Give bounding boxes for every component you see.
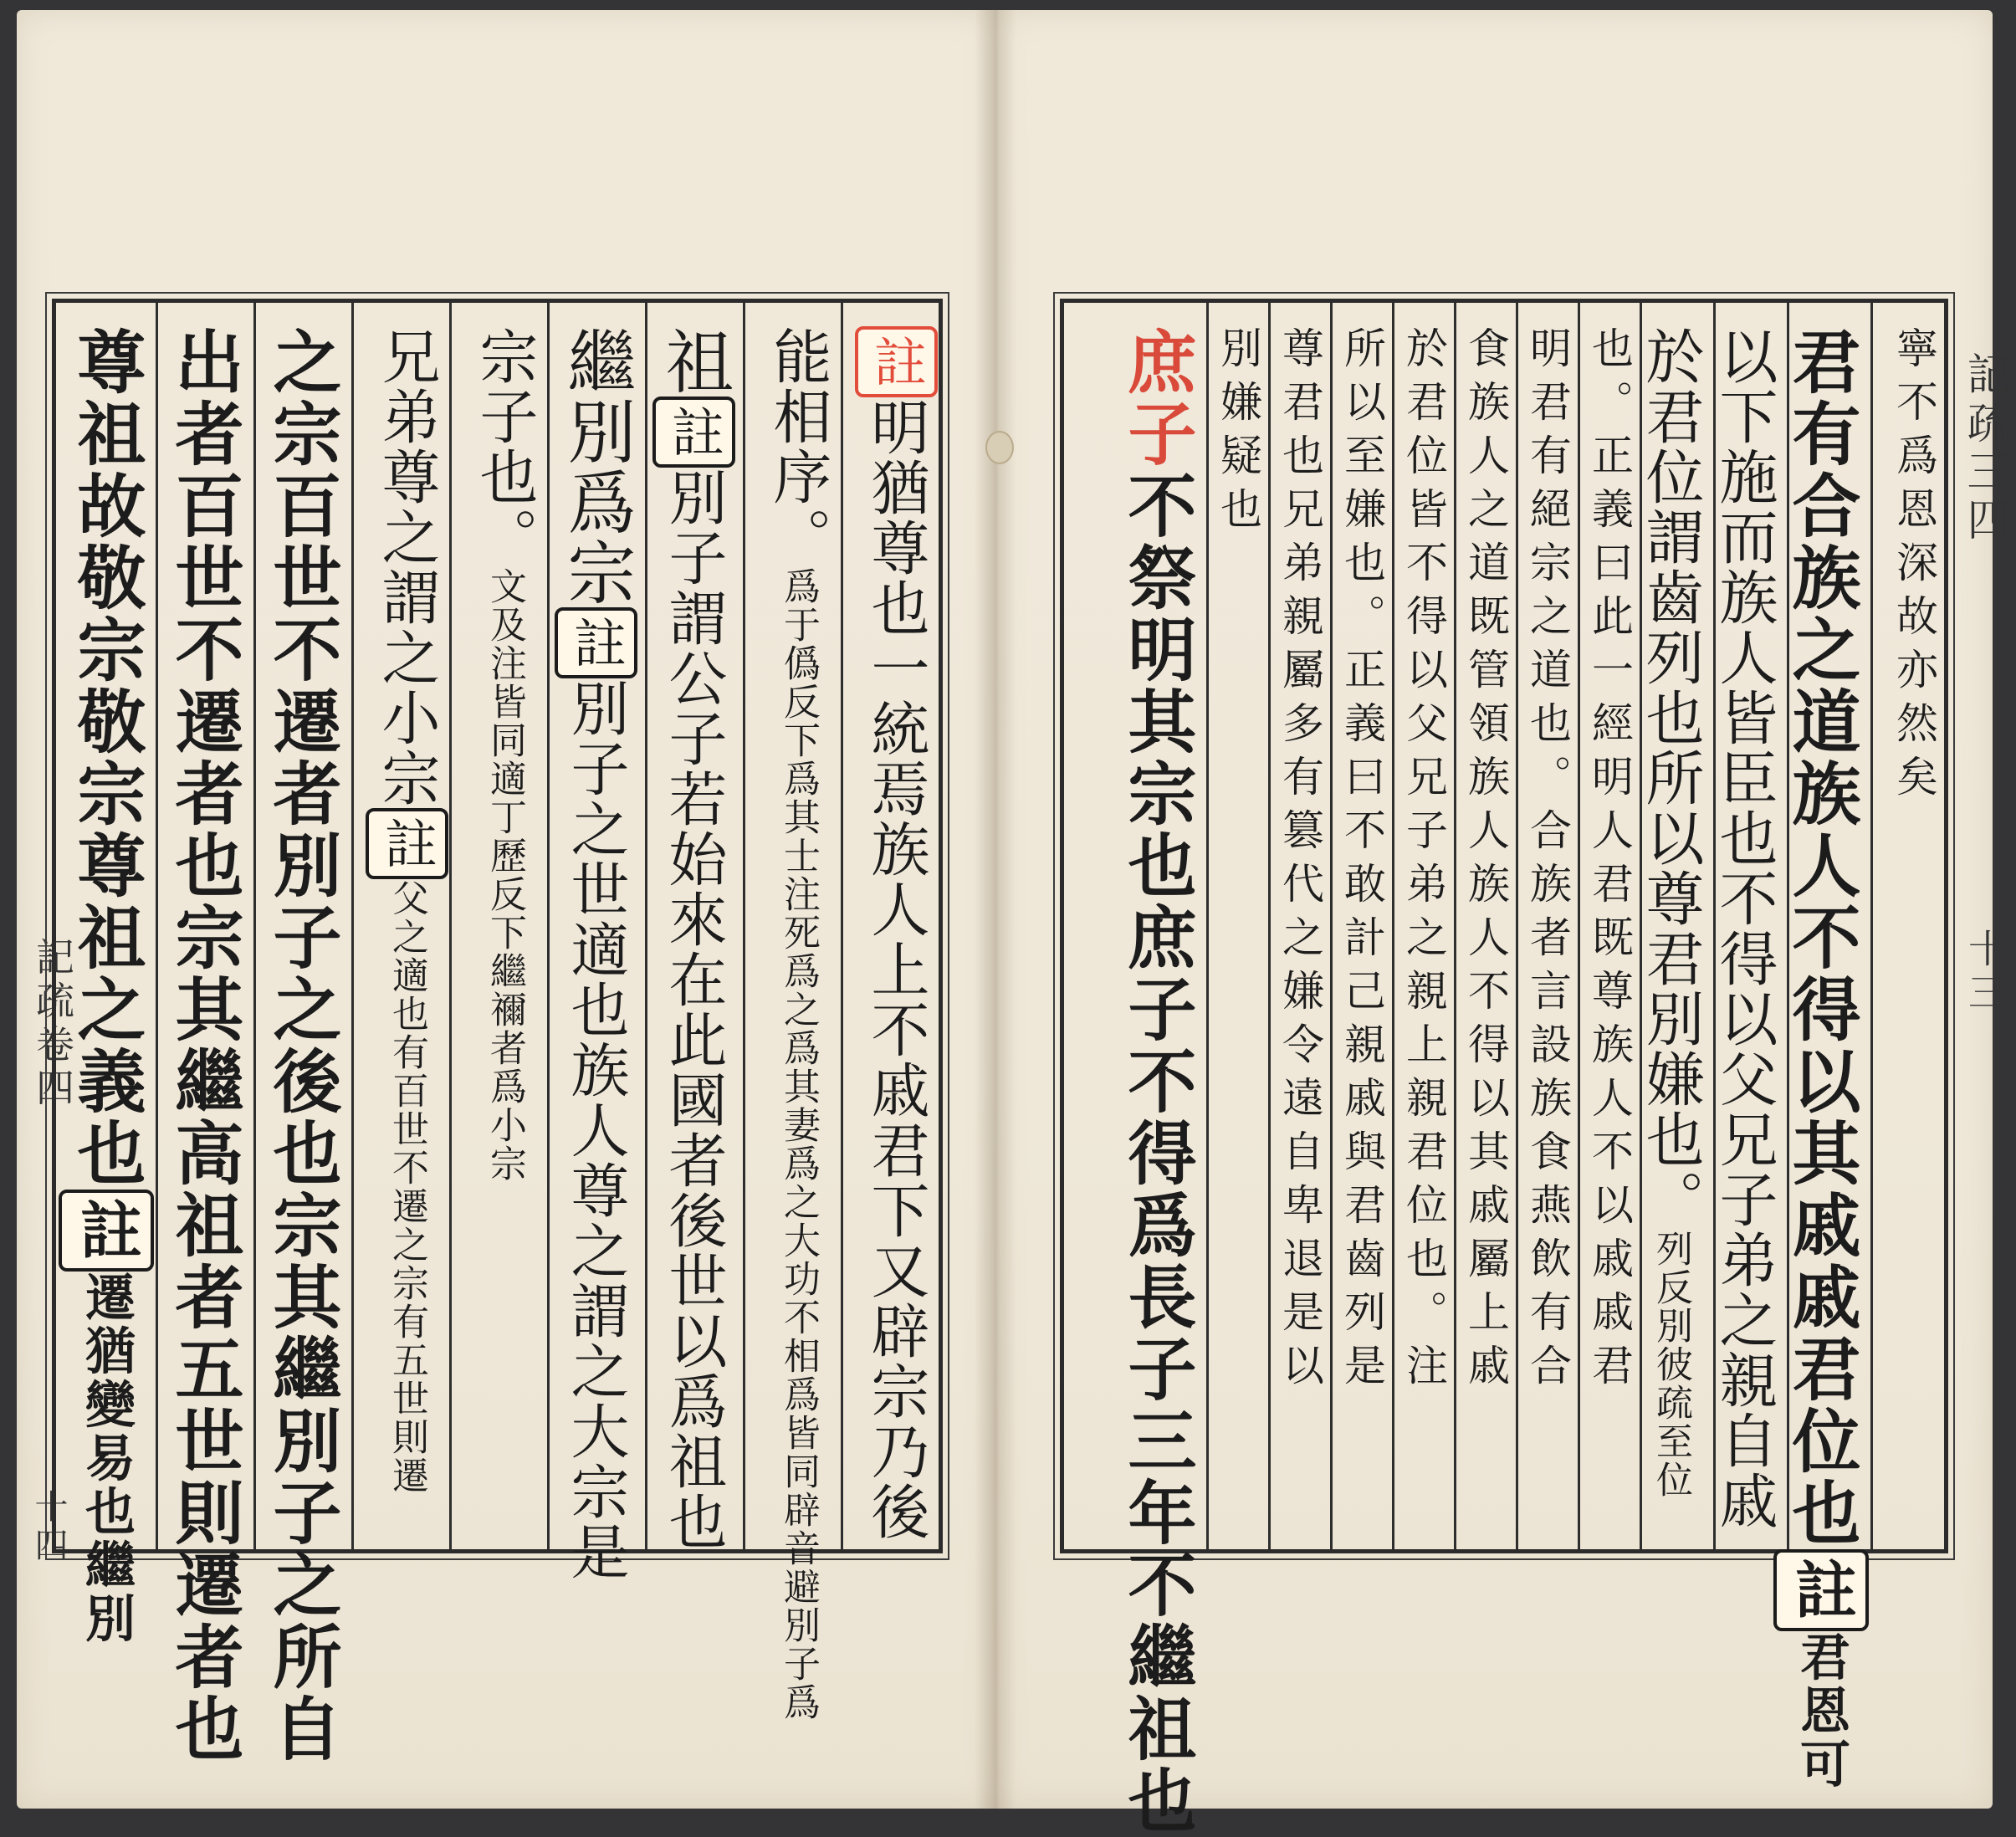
column-text: 別嫌疑也 xyxy=(1214,326,1262,540)
column-text: 所以至嫌也。 xyxy=(1338,326,1386,647)
column-text: 尊祖故敬宗敬宗尊祖之義也 xyxy=(66,326,146,1190)
text-column xyxy=(1636,303,1713,1549)
column-text: 宗子也。 xyxy=(470,326,539,567)
column-text: 能相序。 xyxy=(764,326,832,567)
text-column xyxy=(1516,303,1578,1549)
book-gutter xyxy=(975,10,1016,1809)
text-column xyxy=(1710,303,1787,1549)
text-column xyxy=(156,303,253,1765)
text-column xyxy=(1268,303,1330,1549)
left-margin-label: 記疏卷四 xyxy=(30,937,75,1111)
column-commentary: 別子謂公子若始來在此國者後世以爲祖也 xyxy=(659,468,728,1552)
column-commentary: 別子之世適也族人尊之謂之大宗是 xyxy=(561,678,630,1582)
column-commentary: 注 xyxy=(1399,1343,1448,1397)
left-folio-number: 十四 xyxy=(29,1489,68,1566)
text-column xyxy=(1454,303,1516,1549)
column-text: 食族人之道既管領族人族人不得以其戚屬上戚 xyxy=(1461,326,1510,1397)
binding-thread-icon xyxy=(985,431,1014,464)
column-text: 明君有絕宗之道也。 xyxy=(1523,326,1572,808)
column-commentary: 正義曰不敢計己親戚與君齒列是 xyxy=(1338,647,1386,1397)
column-commentary: 合族者言設族食燕飲有合 xyxy=(1523,808,1572,1397)
left-text-frame xyxy=(52,299,943,1765)
column-text: 以下施而族人皆臣也不得以父兄子弟之親自戚 xyxy=(1710,326,1778,1531)
column-commentary: 遷猶變易也繼別 xyxy=(77,1271,136,1646)
column-text: 寧不爲恩深故亦然矣 xyxy=(1890,326,1938,808)
annotation-marker: 註 xyxy=(366,808,448,879)
highlighted-term: 庶子 xyxy=(1117,326,1197,470)
column-commentary: 君恩可 xyxy=(1792,1630,1850,1792)
text-column xyxy=(1206,303,1268,1549)
column-text: 出者百世不遷者也宗其繼高祖者五世則遷者也 xyxy=(164,326,244,1765)
column-text: 君有合族之道族人不得以其戚戚君位也 xyxy=(1781,326,1861,1549)
text-column xyxy=(1064,303,1206,1837)
text-column xyxy=(449,303,547,1549)
column-text: 也。 xyxy=(1585,326,1634,433)
column-commentary: 列反別彼疏至位 xyxy=(1650,1230,1692,1499)
text-column xyxy=(1330,303,1392,1549)
column-text: 兄弟尊之謂之小宗 xyxy=(372,326,441,808)
text-column xyxy=(1870,303,1944,1549)
text-column xyxy=(645,303,743,1552)
column-text: 尊君也兄弟親屬多有篡代之嫌令遠自卑退是以 xyxy=(1276,326,1324,1397)
text-column xyxy=(56,303,156,1646)
column-commentary: 爲于僞反下爲其士注死爲之爲其妻爲之大功不相爲皆同辟音避別子爲 xyxy=(777,567,820,1722)
annotation-marker: 註 xyxy=(652,397,735,468)
text-column xyxy=(1392,303,1454,1549)
text-column xyxy=(743,303,841,1722)
column-commentary: 正義曰此一經明人君既尊族人不以戚戚君 xyxy=(1585,433,1634,1397)
column-commentary: 文及注皆同適丁歷反下繼禰者爲小宗 xyxy=(484,567,526,1183)
text-column xyxy=(253,303,351,1765)
annotation-marker: 註 xyxy=(1773,1549,1869,1631)
column-text: 於君位皆不得以父兄子弟之親上親君位也。 xyxy=(1399,326,1448,1343)
column-text: 明猶尊也一統焉族人上不戚君下又辟宗乃後 xyxy=(862,397,930,1542)
right-text-frame xyxy=(1060,299,1948,1837)
column-text: 繼別爲宗 xyxy=(556,326,636,607)
text-column xyxy=(841,303,939,1549)
annotation-marker: 註 xyxy=(59,1190,154,1272)
annotation-marker: 註 xyxy=(555,607,637,678)
text-column xyxy=(1578,303,1640,1549)
column-text: 祖 xyxy=(654,326,734,397)
text-column xyxy=(351,303,449,1549)
column-commentary: 父之適也有百世不遷之宗有五世則遷 xyxy=(386,879,428,1495)
text-column xyxy=(547,303,645,1582)
right-folio-number: 十三 xyxy=(1962,929,2008,1016)
right-margin-label: 記疏三四 xyxy=(1959,351,2009,545)
column-text: 於君位謂齒列也所以尊君別嫌也。 xyxy=(1636,326,1705,1230)
column-text: 之宗百世不遷者別子之後也宗其繼別子之所自 xyxy=(262,326,342,1765)
text-column xyxy=(1781,303,1870,1792)
column-text: 不祭明其宗也庶子不得爲長子三年不繼祖也 xyxy=(1117,470,1197,1837)
annotation-marker: 註 xyxy=(855,326,938,397)
